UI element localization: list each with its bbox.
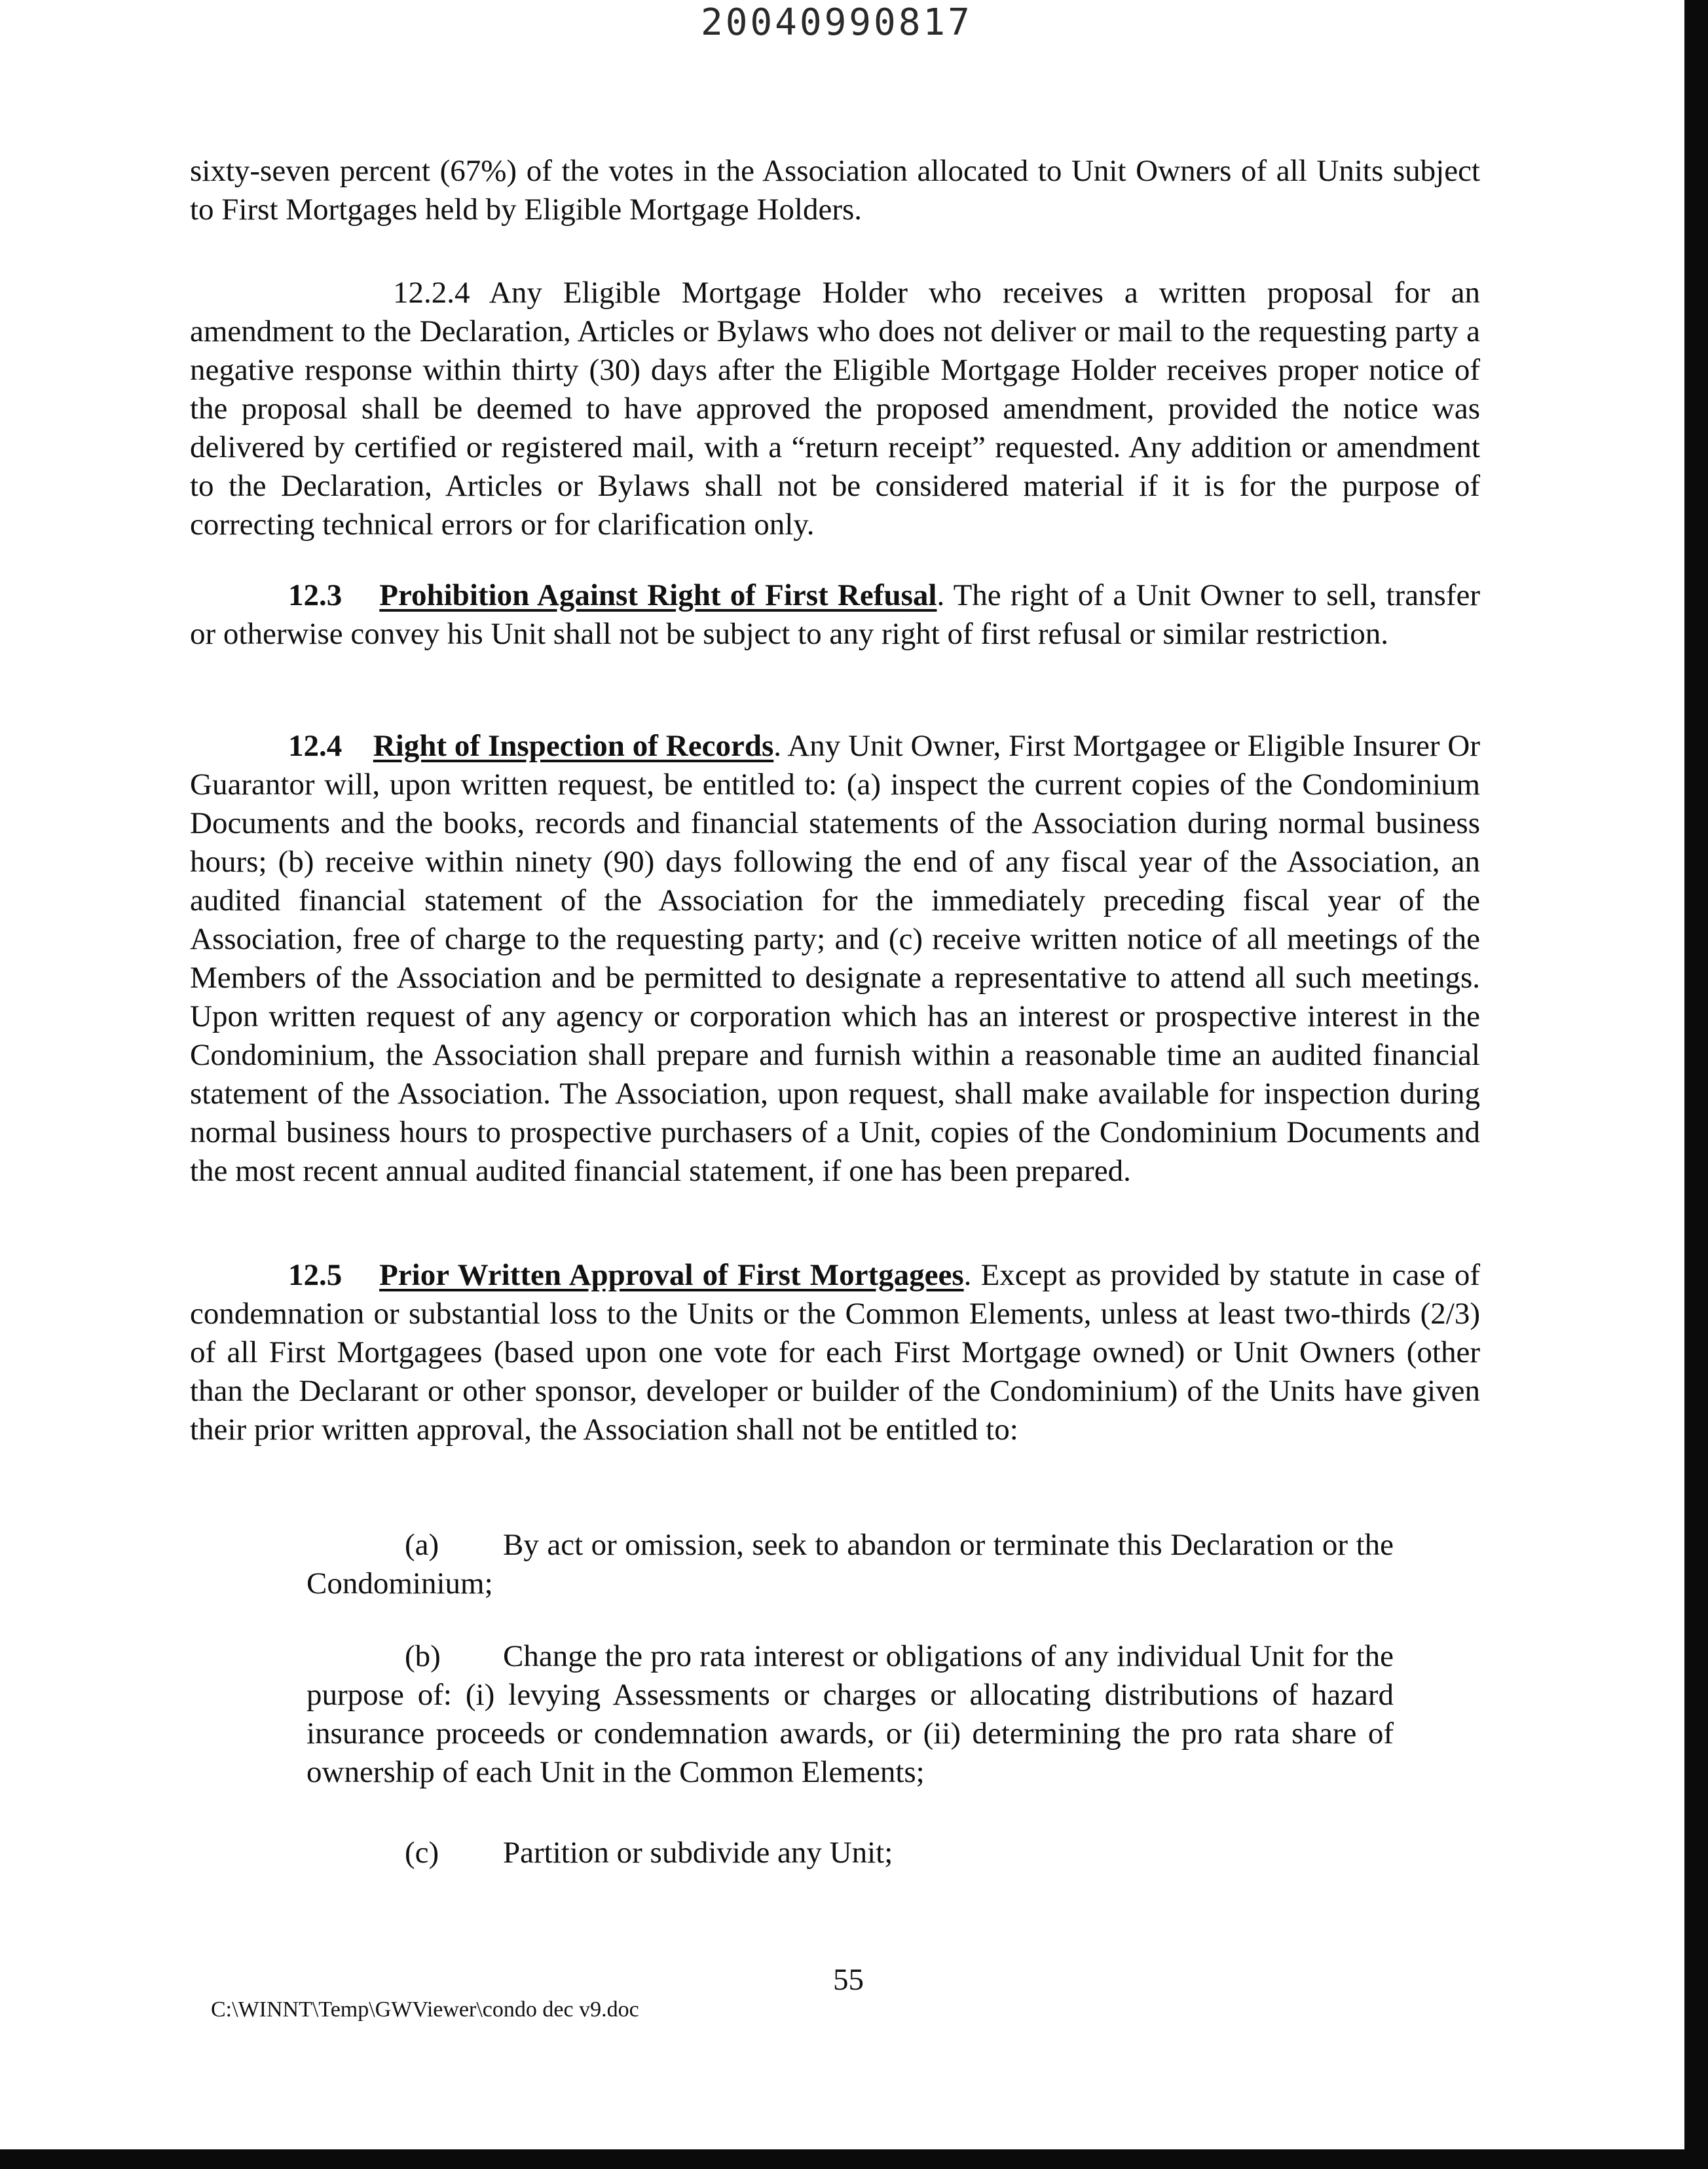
list-item	[306, 1526, 1394, 1603]
list-item-label: (a)	[405, 1528, 439, 1562]
paragraph-12-2-4: 12.2.4 Any Eligible Mortgage Holder who receives a written proposal for an amendment to the Declaration, Articles or Bylaws who does not deliver or mail to the requesting party a negative response within thirty (30) days after the Eligible Mortgage Holder receives proper notice of the proposal shall be deemed to have approved the proposed amendment, provided the notice was delivered by certified or registered mail, with a “return receipt” requested. Any addition or amendment to the Declaration, Articles or Bylaws shall not be considered material if it is for the purpose of correcting technical errors or for clarification only.	[190, 276, 1480, 542]
section-title: Prohibition Against Right of First Refusal	[379, 578, 937, 612]
section-text: . The right of a Unit Owner to sell, transfer or otherwise convey his Unit shall not be subject to any right of first refusal or similar restriction.	[190, 578, 1481, 651]
list-item	[306, 1637, 1394, 1792]
paragraph-continuation: sixty-seven percent (67%) of the votes in the Association allocated to Unit Owners of all Units subject to First Mortgages held by Eligible Mortgage Holders.	[190, 154, 1480, 227]
list-item-text: Change the pro rata interest or obligations of any individual Unit for the purpose of: (i) levying Assessments or charges or allocating distributions of hazard insurance proceeds or condemnation awards, or (ii) determining the pro rata share of ownership of each Unit in the Common Elements;	[306, 1639, 1394, 1789]
scan-right-edge	[1684, 0, 1708, 2169]
scan-bottom-edge	[0, 2149, 1708, 2169]
list-item-label: (c)	[405, 1836, 439, 1870]
page-number: 55	[833, 1963, 864, 1997]
section-title: Right of Inspection of Records	[373, 729, 774, 763]
document-number: 20040990817	[701, 1, 973, 44]
section-number: 12.4	[288, 729, 343, 763]
section-title: Prior Written Approval of First Mortgagees	[379, 1258, 964, 1292]
list-item-text: By act or omission, seek to abandon or terminate this Declaration or the Condominium;	[306, 1528, 1394, 1601]
list-item	[306, 1834, 1394, 1872]
section-12-3	[190, 576, 1480, 654]
footer-file-path: C:\WINNT\Temp\GWViewer\condo dec v9.doc	[211, 1997, 639, 2022]
list-item-text: Partition or subdivide any Unit;	[503, 1836, 893, 1870]
section-number: 12.3	[288, 578, 343, 612]
list-item-label: (b)	[405, 1639, 441, 1673]
section-number: 12.5	[288, 1258, 343, 1292]
section-12-5	[190, 1256, 1480, 1449]
section-12-4	[190, 727, 1480, 1191]
section-text: . Any Unit Owner, First Mortgagee or Eligible Insurer Or Guarantor will, upon written request, be entitled to: (a) inspect the current copies of the Condominium Documents and the books, records and financial statements of the Association during normal business hours; (b) receive within ninety (90) days following the end of any fiscal year of the Association, an audited financial statement of the Association for the immediately preceding fiscal year of the Association, free of charge to the requesting party; and (c) receive written notice of all meetings of the Members of the Association and be permitted to designate a representative to attend all such meetings. Upon written request of any agency or corporation which has an interest or prospective interest in the Condominium, the Association shall prepare and furnish within a reasonable time an audited financial statement of the Association. The Association, upon request, shall make available for inspection during normal business hours to prospective purchasers of a Unit, copies of the Condominium Documents and the most recent annual audited financial statement, if one has been prepared.	[190, 729, 1480, 1188]
section-text: . Except as provided by statute in case of condemnation or substantial loss to the Units or the Common Elements, unless at least two-thirds (2/3) of all First Mortgagees (based upon one vote for each First Mortgage owned) or Unit Owners (other than the Declarant or other sponsor, developer or builder of the Condominium) of the Units have given their prior written approval, the Association shall not be entitled to:	[190, 1258, 1481, 1447]
